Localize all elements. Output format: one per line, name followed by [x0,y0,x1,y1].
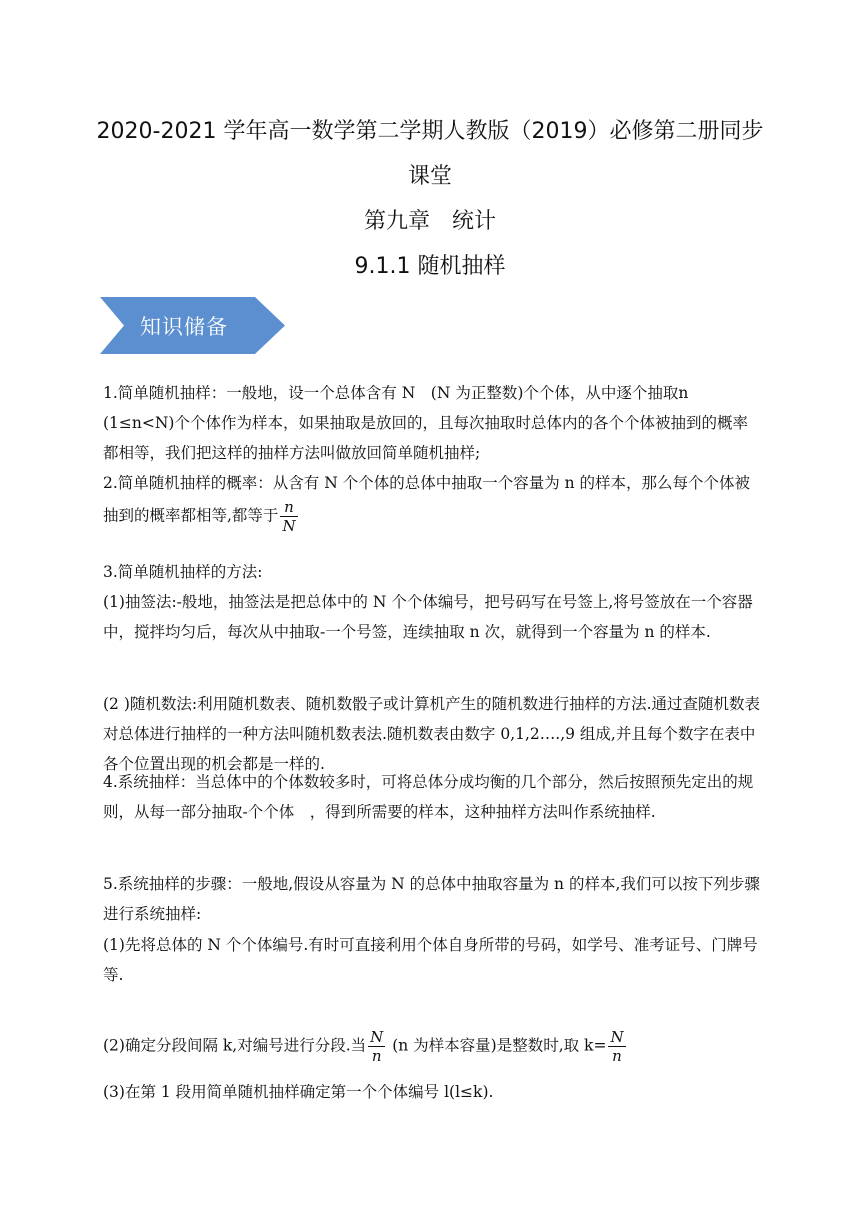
lottery-method [103,587,763,647]
document-title-line2: 课堂 [407,164,452,189]
knowledge-banner [100,297,285,354]
paragraph-4: (1)抽签法:-般地，抽签法是把总体中的 N 个个体编号，把号码写在号签上,将号签放在一个容器中，搅拌均匀后，每次从中抽取-一个号签，连续抽取 n 次，就得到一个容量为 n 的样本. [103,593,753,641]
fraction-numerator: N [370,1028,384,1046]
fraction-denominator: N [282,517,296,535]
document-title-line1: 2020-2021 学年高一数学第二学期人教版（2019）必修第二册同步 [96,119,764,144]
paragraph-3: 3.简单随机抽样的方法: [103,563,263,581]
fraction-n-over-N [280,498,297,535]
step-3 [103,1077,763,1107]
fraction-N-over-n [368,1028,385,1065]
fraction-numerator: n [280,498,297,517]
paragraph-10: (3)在第 1 段用简单随机抽样确定第一个个体编号 l(l≤k). [103,1083,494,1101]
paragraph-7: 5.系统抽样的步骤：一般地,假设从容量为 N 的总体中抽取容量为 n 的样本,我们可以按下列步骤进行系统抽样: [103,875,760,923]
methods-heading [103,557,763,587]
random-number-method [103,689,763,779]
paragraph-9-part-a: (2)确定分段间隔 k,对编号进行分段.当 [103,1036,367,1055]
step-1 [103,930,763,990]
section-heading: 9.1.1 随机抽样 [354,254,506,279]
fraction-denominator: n [371,1047,382,1065]
paragraph-1: 1.简单随机抽样：一般地，设一个总体含有 N (N 为正整数)个个体，从中逐个抽取n (1≤n<N)个个体作为样本，如果抽取是放回的，且每次抽取时总体内的各个个体被抽到的概率都相等，我们把这样的抽样方法叫做放回简单随机抽样; [103,384,748,462]
paragraph-8: (1)先将总体的 N 个个体编号.有时可直接利用个体自身所带的号码，如学号、准考证号、门牌号等. [103,936,758,984]
banner-label: 知识储备 [140,315,228,339]
paragraph-5: (2 )随机数法:利用随机数表、随机数骰子或计算机产生的随机数进行抽样的方法.通过查随机数表对总体进行抽样的一种方法叫随机数表法.随机数表由数字 0,1,2….,9 组成,并且每个数字在表中各个位置出现的机会都是一样的. [103,695,761,773]
fraction-k-value [608,1028,625,1065]
paragraph-2-text: 2.简单随机抽样的概率：从含有 N 个个体的总体中抽取一个容量为 n 的样本，那么每个个体被抽到的概率都相等,都等于 [103,474,751,525]
systematic-sampling-definition [103,767,769,827]
definition-simple-random-sampling [103,378,763,468]
step-2 [103,1028,763,1065]
chapter-heading: 第九章 统计 [363,209,496,234]
paragraph-6: 4.系统抽样：当总体中的个体数较多时，可将总体分成均衡的几个部分，然后按照预先定出的规 则，从每一部分抽取-个个体 ，得到所需要的样本，这种抽样方法叫作系统抽样. [103,773,769,821]
fraction-denominator: n [612,1047,622,1065]
probability-paragraph [103,468,763,535]
fraction-numerator: N [610,1028,624,1046]
paragraph-9-part-b: (n 为样本容量)是整数时,取 k= [387,1036,607,1055]
systematic-sampling-steps [103,869,763,929]
